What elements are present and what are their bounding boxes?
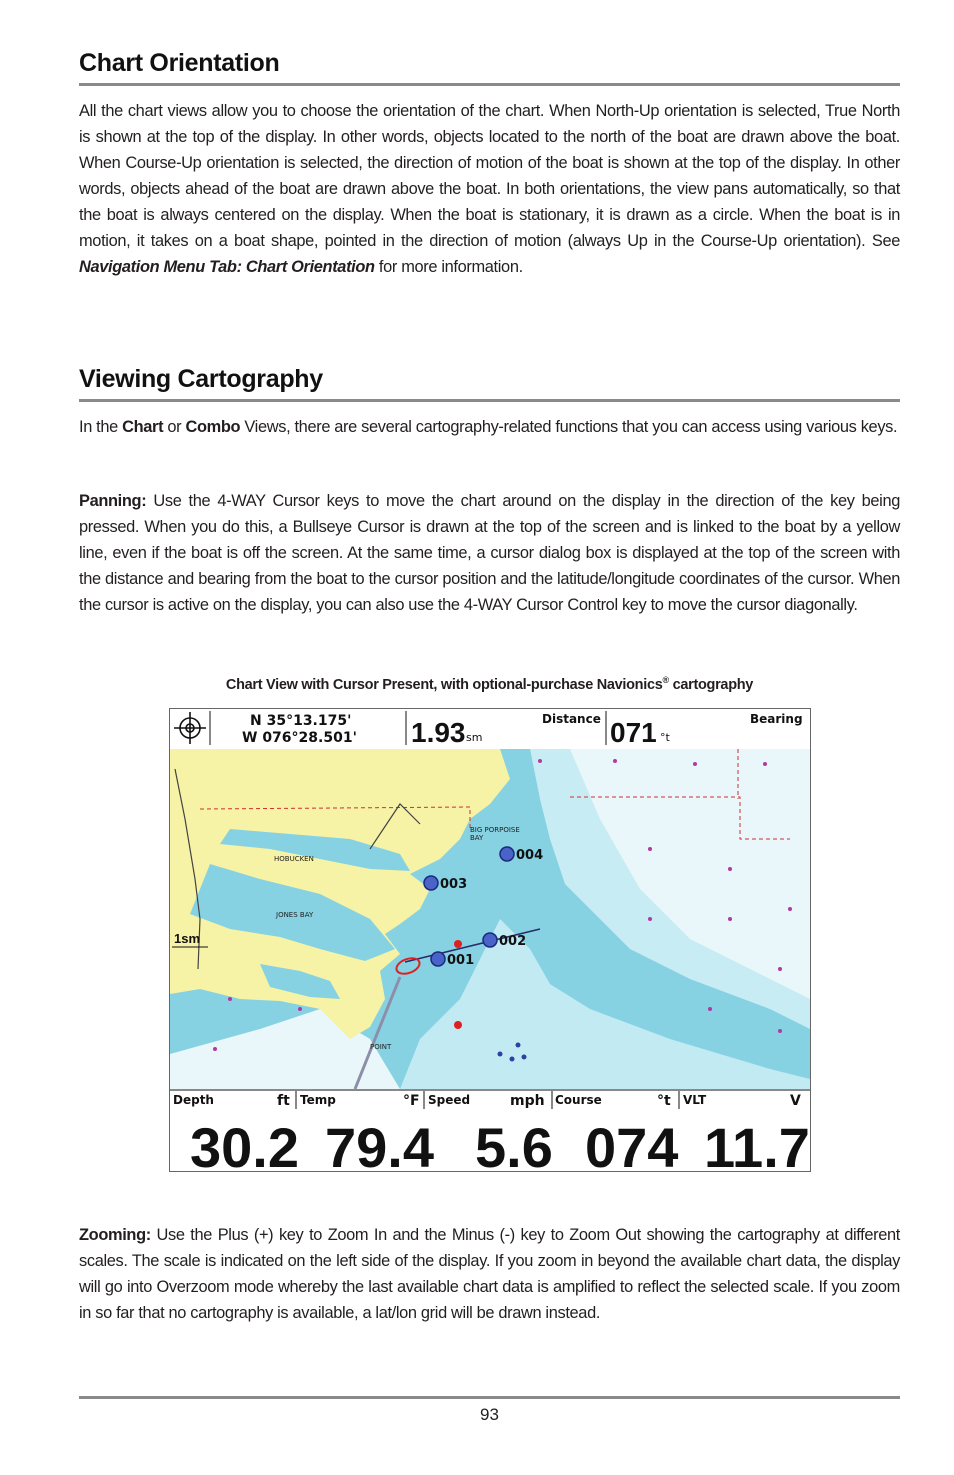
term-combo: Combo — [185, 418, 241, 436]
waypoint-001 — [431, 952, 474, 968]
place-label: HOBUCKEN — [274, 855, 314, 863]
page-number: 93 — [480, 1405, 499, 1424]
svg-text:074: 074 — [585, 1116, 679, 1171]
place-label: BAY — [470, 834, 484, 842]
svg-text:001: 001 — [447, 953, 475, 968]
body-text: or — [163, 418, 186, 436]
panning-label: Panning: — [79, 492, 147, 510]
body-text: Views, there are several cartography-related functions that you can access using various keys. — [240, 418, 898, 436]
svg-text:V: V — [790, 1093, 801, 1109]
svg-text:5.6: 5.6 — [475, 1116, 553, 1171]
term-chart: Chart — [122, 418, 164, 436]
caption-text: Chart View with Cursor Present, with optional-purchase Navionics — [225, 676, 663, 693]
cartography-intro-paragraph — [79, 414, 900, 440]
place-label: POINT — [370, 1043, 392, 1051]
distance-unit: sm — [466, 731, 483, 744]
svg-text:004: 004 — [516, 848, 544, 863]
place-label: JONES BAY — [276, 911, 314, 919]
svg-text:°t: °t — [657, 1093, 671, 1109]
zooming-label: Zooming: — [79, 1226, 151, 1244]
cursor-longitude: W 076°28.501' — [242, 730, 357, 746]
svg-text:ft: ft — [277, 1093, 290, 1109]
svg-text:11.7: 11.7 — [704, 1116, 810, 1171]
svg-text:mph: mph — [510, 1093, 545, 1109]
cross-reference: Navigation Menu Tab: Chart Orientation — [79, 258, 375, 276]
body-text: Use the 4-WAY Cursor keys to move the chart around on the display in the direction of the key being pressed. When you do this, a Bullseye Cursor is drawn at the top of the screen and is linked to the boat by a yellow line, even if the boat is off the screen. At the same time, a cursor dialog box is displayed at the top of the screen with the distance and bearing from the boat to the cursor position and the latitude/longitude coordinates of the cursor. When the cursor is active on the display, you can also use the 4-WAY Cursor Control key to move the cursor diagonally. — [79, 492, 900, 614]
svg-text:30.2: 30.2 — [190, 1116, 299, 1171]
svg-text:°F: °F — [403, 1093, 420, 1109]
distance-value: 1.93 — [411, 717, 466, 748]
panning-paragraph — [79, 488, 900, 618]
body-text: All the chart views allow you to choose the orientation of the chart. When North-Up orientation is selected, True North is shown at the top of the display. In other words, objects located to the north of the boat are drawn above the boat. When Course-Up orientation is selected, the direction of motion of the boat is shown at the top of the display. In other words, objects ahead of the boat are drawn above the boat. In both orientations, the view pans automatically, so that the boat is always centered on the display. When the boat is stationary, it is drawn as a circle. When the boat is in motion, it takes on a boat shape, pointed in the direction of motion (always Up in the Course-Up orientation). See — [79, 102, 900, 250]
bearing-value: 071 — [610, 717, 657, 748]
chart-area — [170, 749, 810, 1089]
body-text: Use the Plus (+) key to Zoom In and the Minus (-) key to Zoom Out showing the cartography at different scales. The scale is indicated on the left side of the display. If you zoom in beyond the available chart data, the display will go into Overzoom mode whereby the last available chart data is amplified to reflect the selected scale. If you zoom in so far that no cartography is available, a lat/lon grid will be drawn instead. — [79, 1226, 900, 1322]
svg-text:Course: Course — [555, 1093, 602, 1107]
footer-rule — [79, 1396, 900, 1399]
chart-view-screenshot — [169, 708, 811, 1172]
registered-mark: ® — [662, 675, 669, 685]
waypoint-003 — [424, 876, 467, 892]
svg-text:VLT: VLT — [683, 1093, 707, 1107]
distance-label: Distance — [542, 712, 601, 726]
section-title-chart-orientation: Chart Orientation — [79, 49, 280, 77]
zooming-paragraph — [79, 1222, 900, 1326]
section-rule — [79, 83, 900, 86]
svg-text:79.4: 79.4 — [325, 1116, 434, 1171]
place-label: BIG PORPOISE — [470, 826, 520, 834]
caption-text: cartography — [668, 676, 754, 693]
svg-text:Depth: Depth — [173, 1093, 214, 1107]
section-title-viewing-cartography: Viewing Cartography — [79, 365, 323, 393]
body-text: In the — [79, 418, 123, 436]
svg-text:002: 002 — [499, 934, 527, 949]
waypoint-002 — [483, 933, 526, 949]
bearing-label: Bearing — [750, 712, 803, 726]
chart-scale: 1sm — [174, 931, 201, 946]
chart-orientation-paragraph — [79, 98, 900, 280]
body-text: for more information. — [374, 258, 523, 276]
figure-caption — [79, 675, 900, 693]
bearing-unit: °t — [660, 731, 670, 744]
cursor-latitude: N 35°13.175' — [250, 713, 352, 729]
waypoint-004 — [500, 847, 543, 863]
section-rule — [79, 399, 900, 402]
svg-text:Temp: Temp — [300, 1093, 336, 1107]
svg-text:Speed: Speed — [428, 1093, 471, 1107]
svg-text:003: 003 — [440, 877, 468, 892]
